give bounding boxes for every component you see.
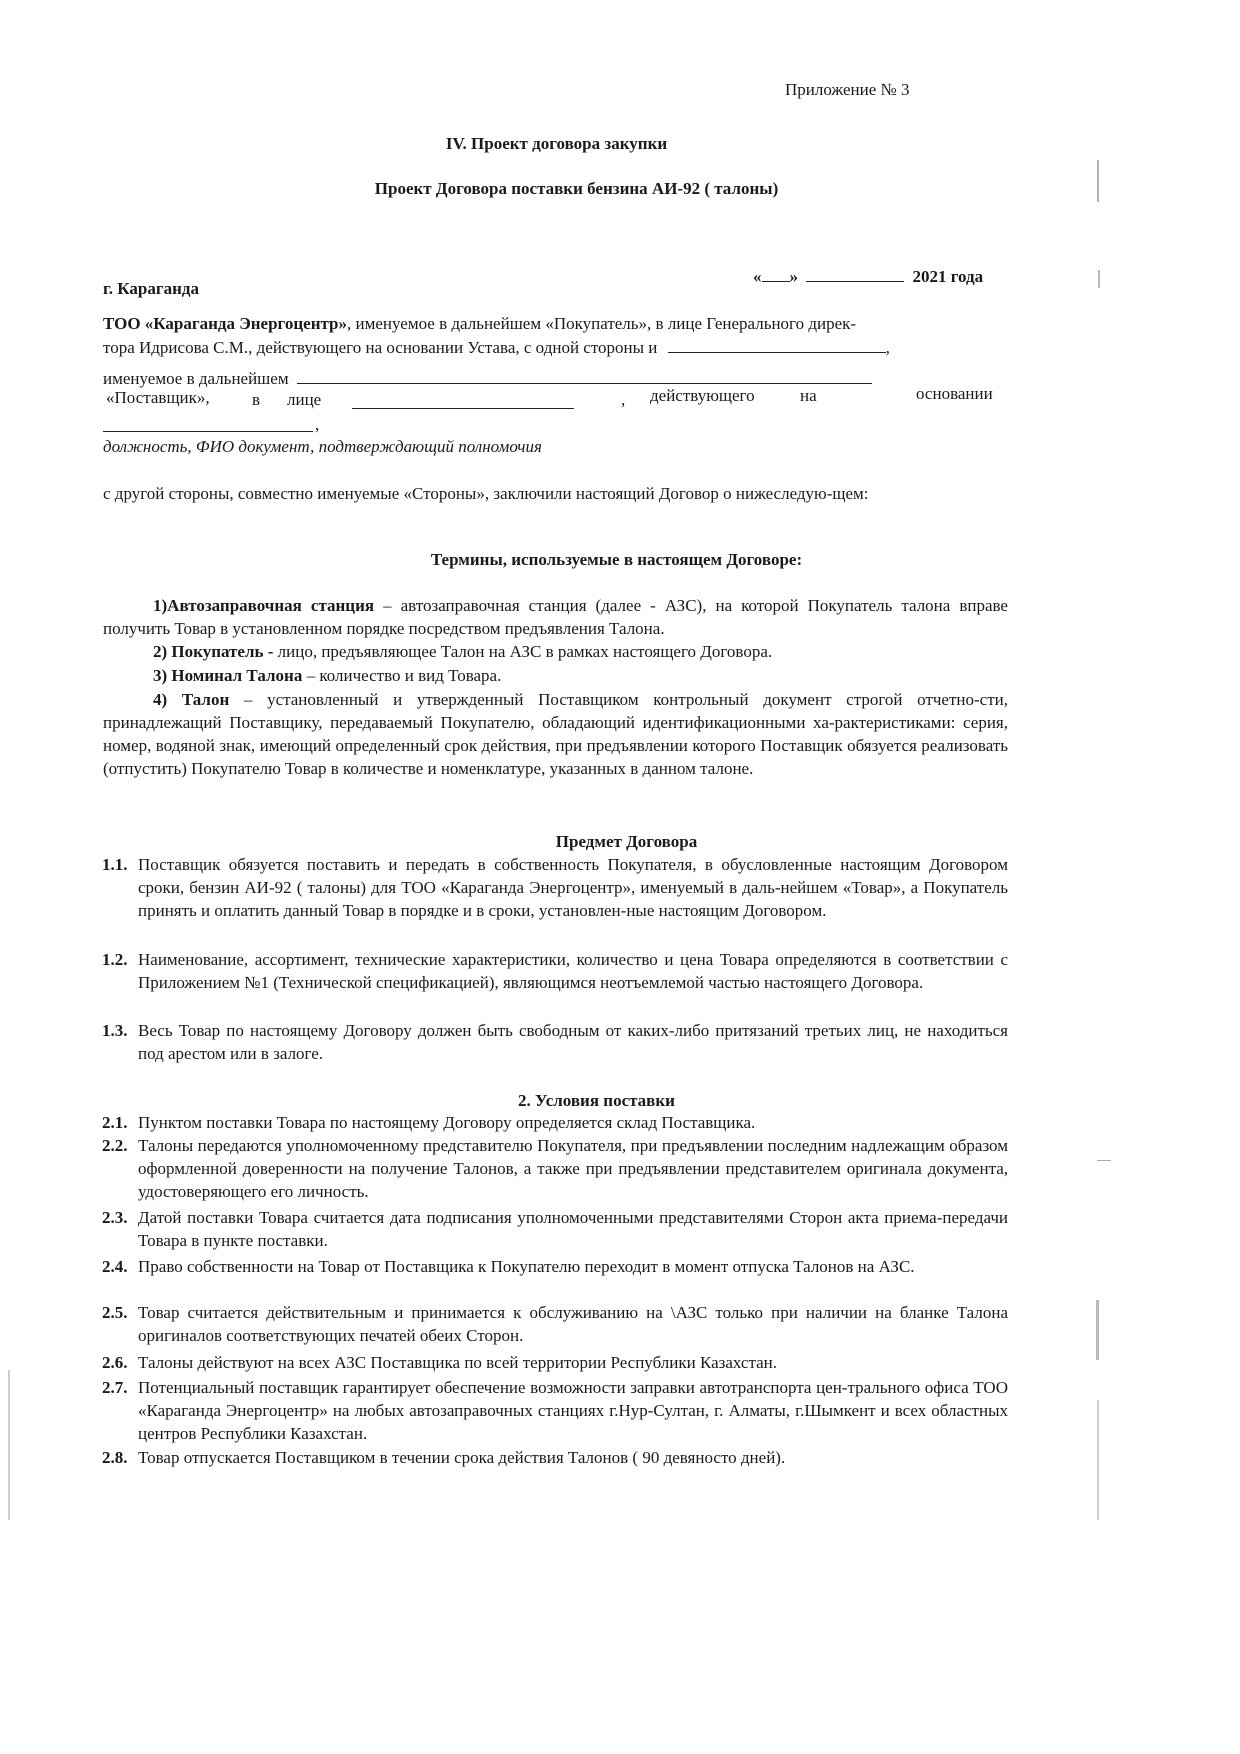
appendix-label: Приложение № 3 <box>785 80 910 99</box>
parties-line-4-f: на <box>800 386 817 405</box>
date-close-quote: » <box>789 267 798 286</box>
term-item <box>103 594 1008 640</box>
clause-text: Потенциальный поставщик гарантирует обеспечение возможности заправки автотранспорта цен-трального офиса ТОО «Караганда Энергоцентр» на любых автозаправочных станциях г.Нур-Султан, г. Алматы, г.Шымкент и всех областных центров Республики Казахстан. <box>138 1378 1008 1443</box>
parties-line-1 <box>103 312 856 335</box>
delivery-clause <box>102 1301 1008 1347</box>
term-text: – автозаправочная станция (далее - АЗС), на которой Покупатель талона вправе получить Товар в установленном порядке посредством предъявления Талона. <box>103 596 1008 638</box>
clause-number: 1.3. <box>102 1021 128 1040</box>
scan-artifact <box>1097 160 1099 202</box>
authority-note: должность, ФИО документ, подтверждающий полномочия <box>103 437 542 456</box>
scan-artifact <box>8 1370 10 1520</box>
clause-text: Пунктом поставки Товара по настоящему Договору определяется склад Поставщика. <box>138 1113 756 1132</box>
clause-number: 2.2. <box>102 1136 128 1155</box>
delivery-clause <box>102 1111 1008 1134</box>
supplier-name-blank <box>668 335 886 353</box>
term-label: 2) Покупатель - <box>153 642 274 661</box>
clause-number: 2.8. <box>102 1448 128 1467</box>
parties-closing: с другой стороны, совместно именуемые «Стороны», заключили настоящий Договор о нижеследую-щем: <box>103 484 869 503</box>
term-text: лицо, предъявляющее Талон на АЗС в рамках настоящего Договора. <box>273 642 773 661</box>
scan-artifact <box>1097 1400 1099 1520</box>
buyer-name: ТОО «Караганда Энергоцентр» <box>103 314 348 333</box>
term-text: – количество и вид Товара. <box>302 666 502 685</box>
parties-line-4-e: действующего <box>650 386 755 405</box>
delivery-clause <box>102 1376 1008 1445</box>
date-day-blank <box>762 264 790 282</box>
term-item <box>103 640 1008 663</box>
term-label: 3) Номинал Талона <box>153 666 303 685</box>
clause-number: 2.4. <box>102 1257 128 1276</box>
clause-text: Наименование, ассортимент, технические характеристики, количество и цена Товара определяются в соответствии с Приложением №1 (Технической спецификацией), являющимся неотъемлемой частью настоящего Договора. <box>138 950 1008 992</box>
scan-artifact <box>1096 1300 1099 1360</box>
clause-text: Товар считается действительным и принимается к обслуживанию на \АЗС только при наличии на бланке Талона оригиналов соответствующих печатей обеих Сторон. <box>138 1303 1008 1345</box>
clause-text: Поставщик обязуется поставить и передать в собственность Покупателя, в обусловленные настоящим Договором сроки, бензин АИ-92 ( талоны) для ТОО «Караганда Энергоцентр», именуемый в даль-нейшем «Товар», а Покупатель принять и оплатить данный Товар в порядке и в сроки, установлен-ные настоящим Договором. <box>138 855 1008 920</box>
subject-clause <box>102 948 1008 994</box>
clause-number: 2.3. <box>102 1208 128 1227</box>
subject-clause <box>102 853 1008 922</box>
clause-number: 2.1. <box>102 1113 128 1132</box>
term-item <box>103 664 1008 687</box>
clause-number: 2.6. <box>102 1353 128 1372</box>
delivery-clause <box>102 1255 1008 1278</box>
parties-line-3 <box>103 366 872 390</box>
subject-heading: Предмет Договора <box>555 832 698 851</box>
parties-line-1-text: , именуемое в дальнейшем «Покупатель», в лице Генерального дирек- <box>347 314 857 333</box>
term-label: 1)Автозаправочная станция <box>153 596 375 615</box>
term-text: – установленный и утвержденный Поставщиком контрольный документ строгой отчетно-сти, принадлежащий Поставщику, передаваемый Покупателю, обладающий идентификационными ха-рактеристиками: серия, номер, водяной знак, имеющий определенный срок действия, при предъявлении которого Поставщик обязуется реализовать (отпустить) Покупателю Товар в количестве и номенклатуре, указанных в данном талоне. <box>103 690 1008 778</box>
clause-number: 2.7. <box>102 1378 128 1397</box>
city-label: г. Караганда <box>103 279 199 298</box>
clause-text: Право собственности на Товар от Поставщика к Покупателю переходит в момент отпуска Талонов на АЗС. <box>138 1257 915 1276</box>
supplier-short-name-blank <box>297 366 872 384</box>
term-item <box>103 688 1008 780</box>
parties-line-4-b: в <box>252 390 261 409</box>
clause-number: 2.5. <box>102 1303 128 1322</box>
parties-line-2 <box>103 335 890 359</box>
clause-text: Весь Товар по настоящему Договору должен быть свободным от каких-либо притязаний третьих лиц, не находиться под арестом или в залоге. <box>138 1021 1008 1063</box>
document-title: Проект Договора поставки бензина АИ-92 ( талоны) <box>374 179 779 198</box>
date-line <box>753 264 983 288</box>
parties-line-4-g: основании <box>916 384 993 403</box>
parties-line-2-text: тора Идрисова С.М., действующего на основании Устава, с одной стороны и <box>103 338 658 357</box>
authority-blank <box>103 414 313 432</box>
terms-heading: Термины, используемые в настоящем Договоре: <box>430 550 803 569</box>
parties-line-4-a: «Поставщик», <box>106 388 210 407</box>
section-title: IV. Проект договора закупки <box>445 134 668 153</box>
parties-line-2-comma: , <box>885 338 890 357</box>
clause-text: Товар отпускается Поставщиком в течении срока действия Талонов ( 90 девяносто дней). <box>138 1448 786 1467</box>
delivery-clause <box>102 1351 1008 1374</box>
parties-line-5-comma: , <box>315 415 320 434</box>
date-open-quote: « <box>753 267 762 286</box>
delivery-heading: 2. Условия поставки <box>518 1091 675 1110</box>
clause-text: Талоны действуют на всех АЗС Поставщика по всей территории Республики Казахстан. <box>138 1353 778 1372</box>
clause-text: Датой поставки Товара считается дата подписания уполномоченными представителями Сторон акта приема-передачи Товара в пункте поставки. <box>138 1208 1008 1250</box>
delivery-clause <box>102 1446 1008 1469</box>
representative-blank <box>352 391 574 409</box>
clause-number: 1.2. <box>102 950 128 969</box>
delivery-clause <box>102 1206 1008 1252</box>
date-year: 2021 года <box>912 267 984 286</box>
parties-line-4-c: лице <box>287 390 322 409</box>
subject-clause <box>102 1019 1008 1065</box>
clause-text: Талоны передаются уполномоченному представителю Покупателя, при предъявлении последним надлежащим образом оформленной доверенности на получение Талонов, а также при предъявлении представителем оригинала документа, удостоверяющего его личность. <box>138 1136 1008 1201</box>
parties-line-4-d: , <box>621 390 626 409</box>
delivery-clause <box>102 1134 1008 1203</box>
parties-line-3-text: именуемое в дальнейшем <box>103 369 289 388</box>
scan-artifact <box>1097 1160 1111 1161</box>
scan-artifact <box>1098 270 1100 288</box>
date-month-blank <box>806 264 904 282</box>
term-label: 4) Талон <box>153 690 230 709</box>
clause-number: 1.1. <box>102 855 128 874</box>
